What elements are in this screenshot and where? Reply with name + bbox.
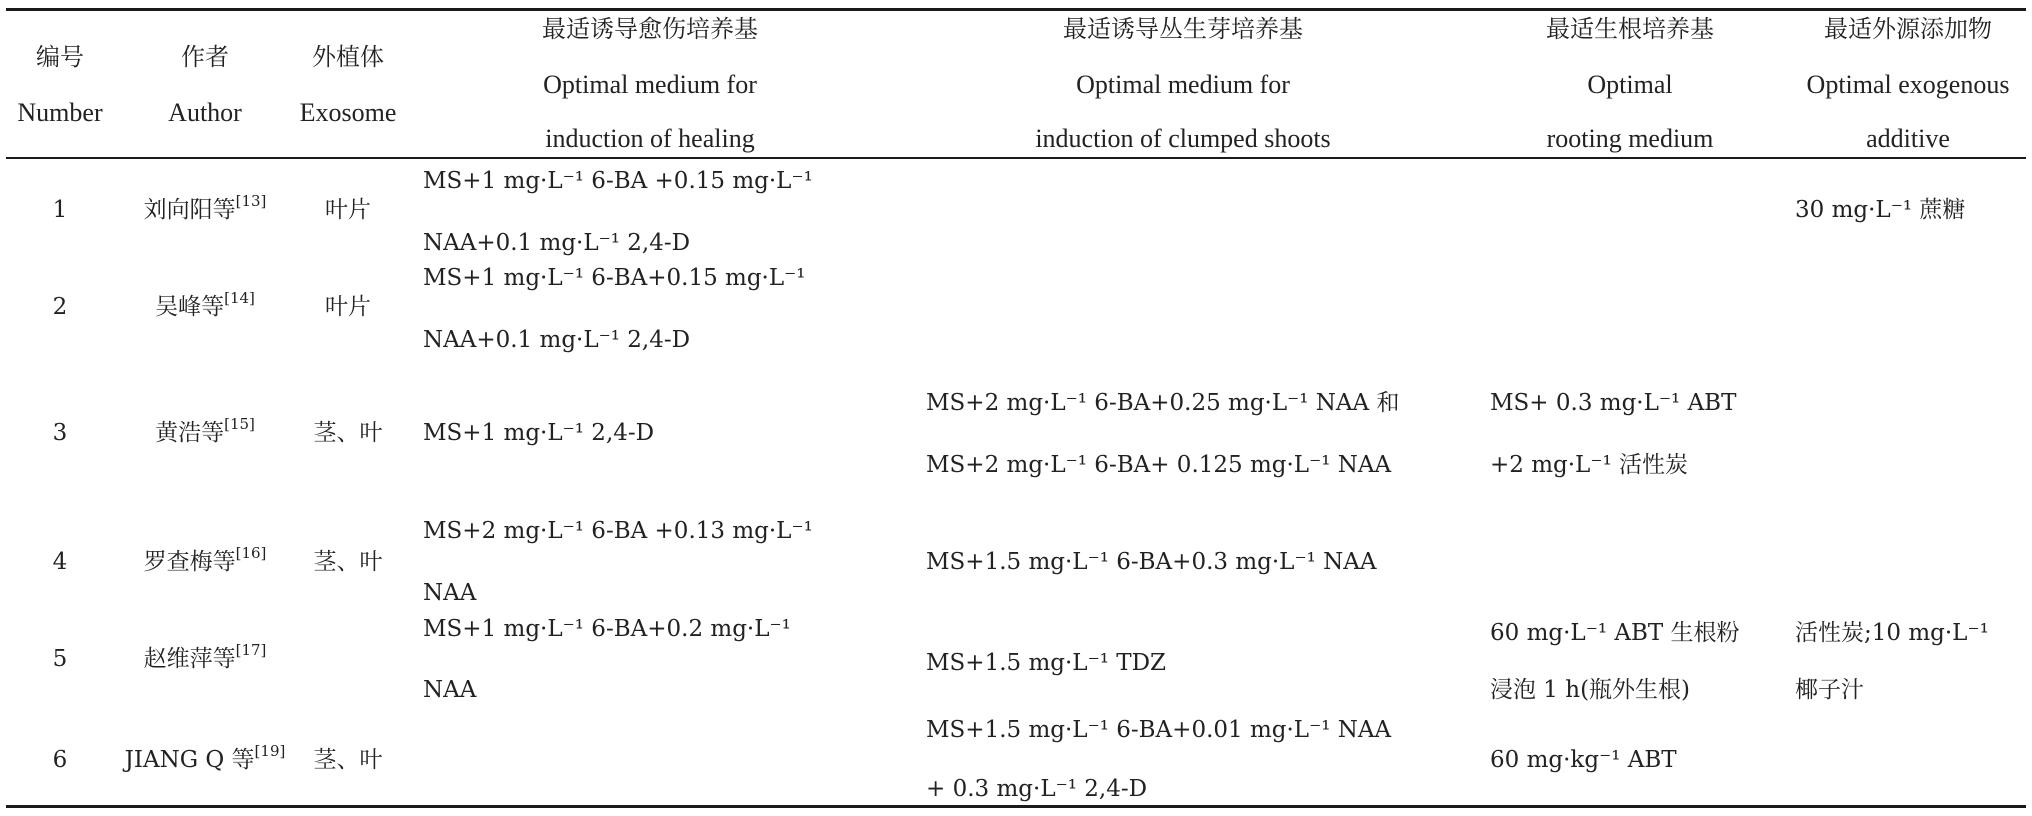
- row-6-root-line-1: 60 mg·kg⁻¹ ABT: [1490, 747, 1677, 773]
- header-root-zh: 最适生根培养基: [1546, 15, 1714, 43]
- row-1-number: 1: [52, 197, 68, 223]
- row-4-explant: 茎、叶: [313, 549, 383, 575]
- row-3-explant: 茎、叶: [313, 420, 383, 446]
- row-4-author: 罗查梅等[16]: [143, 544, 267, 575]
- row-1-explant: 叶片: [325, 197, 371, 223]
- row-6-shoot-line-2: + 0.3 mg·L⁻¹ 2,4-D: [926, 776, 1148, 802]
- row-4-number: 4: [52, 549, 68, 575]
- row-6-number: 6: [52, 747, 68, 773]
- header-callus-zh: 最适诱导愈伤培养基: [542, 15, 758, 43]
- row-5-root-line-1: 60 mg·L⁻¹ ABT 生根粉: [1490, 620, 1740, 646]
- header-callus-en2: induction of healing: [545, 124, 755, 153]
- row-5-root-line-2: 浸泡 1 h(瓶外生根): [1490, 677, 1691, 703]
- header-number-en: Number: [17, 98, 103, 127]
- row-4-callus-line-1: MS+2 mg·L⁻¹ 6-BA +0.13 mg·L⁻¹: [423, 518, 813, 544]
- header-additive-en2: additive: [1866, 124, 1950, 153]
- header-shoot-en1: Optimal medium for: [1076, 70, 1290, 99]
- header-explant-zh: 外植体: [312, 43, 384, 71]
- header-explant-en: Exosome: [299, 98, 397, 127]
- row-5-additive-line-1: 活性炭;10 mg·L⁻¹: [1795, 620, 1989, 646]
- row-1-callus-line-1: MS+1 mg·L⁻¹ 6-BA +0.15 mg·L⁻¹: [423, 168, 813, 194]
- row-2-callus-line-2: NAA+0.1 mg·L⁻¹ 2,4-D: [423, 327, 691, 353]
- row-1-additive-line-1: 30 mg·L⁻¹ 蔗糖: [1795, 197, 1966, 223]
- row-2-callus-line-1: MS+1 mg·L⁻¹ 6-BA+0.15 mg·L⁻¹: [423, 265, 806, 291]
- header-callus-en1: Optimal medium for: [543, 70, 757, 99]
- row-4-callus-line-2: NAA: [423, 580, 477, 606]
- row-2-author: 吴峰等[14]: [155, 289, 255, 320]
- row-3-number: 3: [52, 420, 68, 446]
- header-additive-en1: Optimal exogenous: [1806, 70, 2010, 99]
- row-3-root-line-1: MS+ 0.3 mg·L⁻¹ ABT: [1490, 390, 1737, 416]
- row-6-explant: 茎、叶: [313, 747, 383, 773]
- row-3-author: 黄浩等[15]: [155, 415, 255, 446]
- row-5-number: 5: [52, 646, 68, 672]
- table-bottom-rule: [6, 805, 2026, 808]
- row-1-author: 刘向阳等[13]: [143, 192, 267, 223]
- header-root-en2: rooting medium: [1546, 124, 1714, 153]
- header-number-zh: 编号: [36, 43, 84, 71]
- header-author-en: Author: [168, 98, 242, 127]
- row-3-callus-line-1: MS+1 mg·L⁻¹ 2,4-D: [423, 420, 655, 446]
- table-header-rule: [6, 157, 2026, 159]
- row-5-callus-line-2: NAA: [423, 677, 477, 703]
- row-4-shoot-line-1: MS+1.5 mg·L⁻¹ 6-BA+0.3 mg·L⁻¹ NAA: [926, 549, 1377, 575]
- row-3-shoot-line-1: MS+2 mg·L⁻¹ 6-BA+0.25 mg·L⁻¹ NAA 和: [926, 390, 1400, 416]
- header-author-zh: 作者: [181, 43, 229, 71]
- header-shoot-en2: induction of clumped shoots: [1035, 124, 1331, 153]
- header-root-en1: Optimal: [1587, 70, 1673, 99]
- row-5-additive-line-2: 椰子汁: [1795, 677, 1864, 703]
- header-additive-zh: 最适外源添加物: [1824, 15, 1992, 43]
- header-shoot-zh: 最适诱导丛生芽培养基: [1063, 15, 1303, 43]
- row-1-callus-line-2: NAA+0.1 mg·L⁻¹ 2,4-D: [423, 230, 691, 256]
- row-2-number: 2: [52, 294, 68, 320]
- row-5-shoot-line-1: MS+1.5 mg·L⁻¹ TDZ: [926, 650, 1167, 676]
- row-5-author: 赵维萍等[17]: [143, 641, 267, 672]
- row-6-author: JIANG Q 等[19]: [124, 742, 286, 773]
- row-3-shoot-line-2: MS+2 mg·L⁻¹ 6-BA+ 0.125 mg·L⁻¹ NAA: [926, 452, 1392, 478]
- row-5-callus-line-1: MS+1 mg·L⁻¹ 6-BA+0.2 mg·L⁻¹: [423, 616, 791, 642]
- row-2-explant: 叶片: [325, 294, 371, 320]
- table-top-rule: [6, 8, 2026, 11]
- row-6-shoot-line-1: MS+1.5 mg·L⁻¹ 6-BA+0.01 mg·L⁻¹ NAA: [926, 717, 1392, 743]
- row-3-root-line-2: +2 mg·L⁻¹ 活性炭: [1490, 452, 1689, 478]
